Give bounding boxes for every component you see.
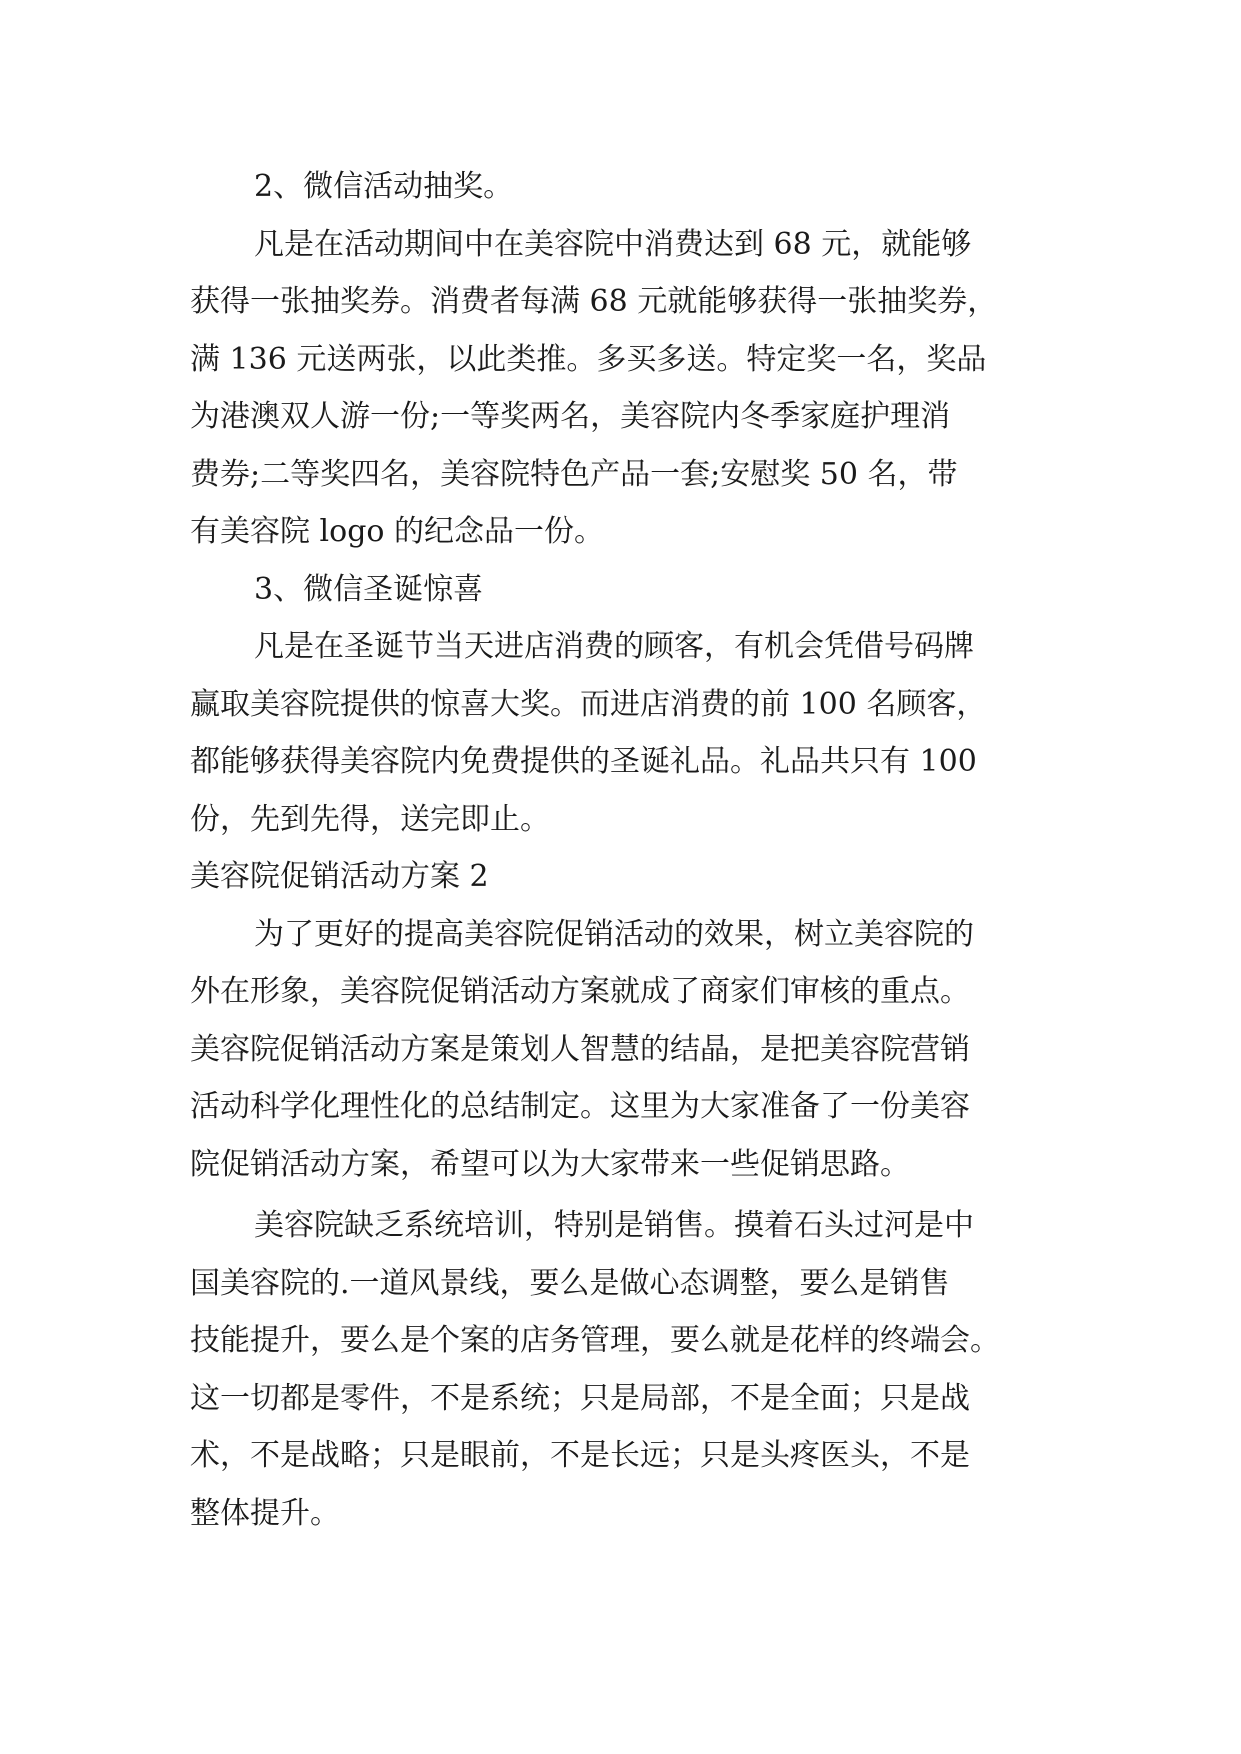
paragraph-line: 为港澳双人游一份;一等奖两名，美容院内冬季家庭护理消: [190, 399, 951, 434]
paragraph-line: 凡是在圣诞节当天进店消费的顾客，有机会凭借号码牌: [254, 629, 974, 664]
paragraph-line: 这一切都是零件，不是系统；只是局部，不是全面；只是战: [190, 1380, 970, 1416]
paragraph-line: 满 136 元送两张，以此类推。多买多送。特定奖一名，奖品: [190, 341, 987, 377]
paragraph-line: 有美容院 logo 的纪念品一份。: [190, 514, 604, 549]
paragraph-line: 院促销活动方案，希望可以为大家带来一些促销思路。: [190, 1146, 910, 1182]
paragraph-line: 整体提升。: [190, 1495, 340, 1531]
paragraph-line: 美容院缺乏系统培训，特别是销售。摸着石头过河是中: [254, 1208, 974, 1243]
paragraph-line: 活动科学化理性化的总结制定。这里为大家准备了一份美容: [190, 1089, 970, 1124]
paragraph-line: 费券;二等奖四名，美容院特色产品一套;安慰奖 50 名，带: [190, 456, 958, 492]
paragraph-line: 获得一张抽奖券。消费者每满 68 元就能够获得一张抽奖券，: [190, 284, 998, 319]
paragraph-line: 技能提升，要么是个案的店务管理，要么就是花样的终端会。: [190, 1323, 1000, 1358]
paragraph-line: 份，先到先得，送完即止。: [190, 801, 550, 837]
paragraph-line: 为了更好的提高美容院促销活动的效果，树立美容院的: [254, 916, 974, 952]
paragraph-line: 外在形象，美容院促销活动方案就成了商家们审核的重点。: [190, 974, 970, 1009]
paragraph-line: 赢取美容院提供的惊喜大奖。而进店消费的前 100 名顾客，: [190, 686, 987, 722]
paragraph-line: 都能够获得美容院内免费提供的圣诞礼品。礼品共只有 100: [190, 744, 977, 779]
heading-wechat-christmas: 3、微信圣诞惊喜: [254, 571, 484, 607]
document-body: [190, 158, 1060, 1542]
paragraph-line: 术，不是战略；只是眼前，不是长远；只是头疼医头，不是: [190, 1438, 970, 1473]
section-title: 美容院促销活动方案 2: [190, 859, 489, 894]
paragraph-line: 凡是在活动期间中在美容院中消费达到 68 元，就能够: [254, 226, 972, 262]
heading-wechat-lottery: 2、微信活动抽奖。: [254, 169, 514, 204]
paragraph-line: 国美容院的.一道风景线，要么是做心态调整，要么是销售: [190, 1265, 950, 1301]
paragraph-line: 美容院促销活动方案是策划人智慧的结晶，是把美容院营销: [190, 1031, 970, 1067]
